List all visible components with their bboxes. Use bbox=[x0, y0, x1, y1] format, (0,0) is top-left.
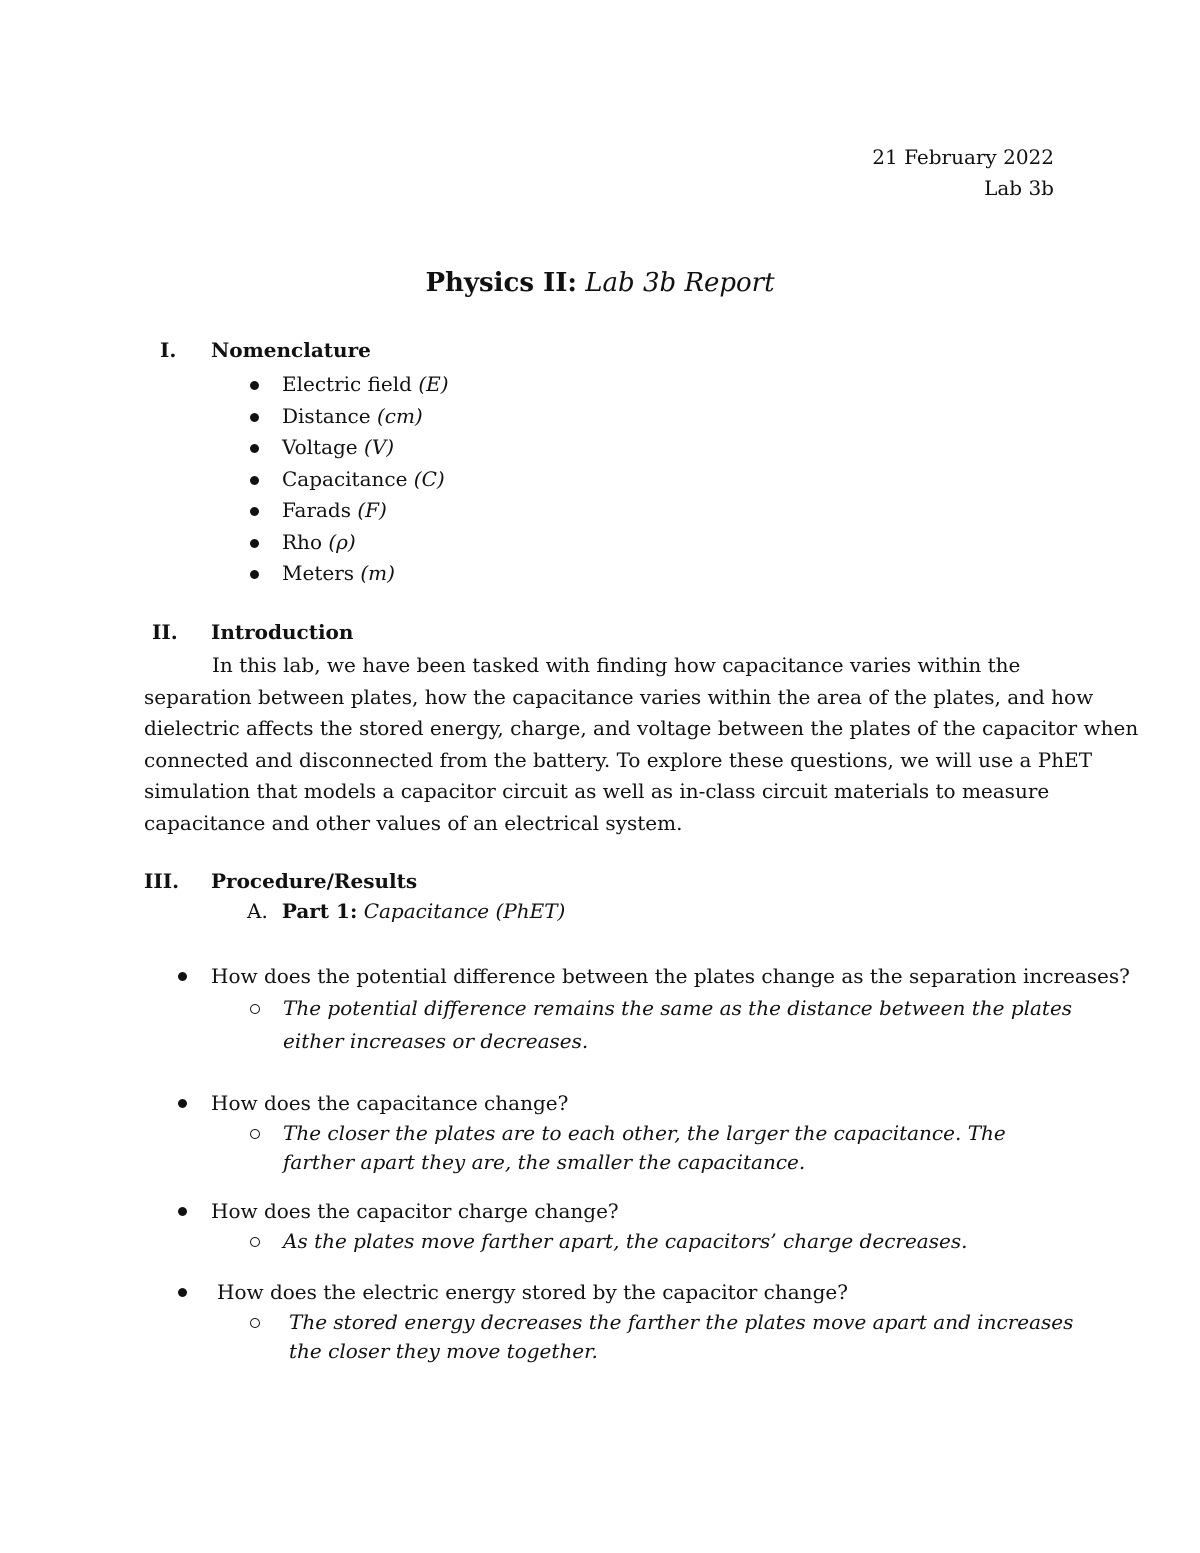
header-block bbox=[872, 142, 1054, 204]
question-block bbox=[178, 1196, 1001, 1256]
section-title: Introduction bbox=[211, 620, 354, 644]
document-title bbox=[0, 268, 1200, 298]
part-label: Part 1 bbox=[281, 899, 350, 923]
question bbox=[178, 1088, 1001, 1119]
section-numeral: I. bbox=[160, 338, 177, 362]
bullet-icon bbox=[178, 1099, 187, 1108]
question-block bbox=[178, 1088, 1006, 1177]
question bbox=[178, 1277, 1007, 1308]
question bbox=[178, 1196, 1001, 1227]
term: Distance bbox=[282, 403, 371, 428]
symbol: (cm) bbox=[376, 403, 423, 428]
paragraph-line: simulation that models a capacitor circuit as well as in-class circuit materials to measure bbox=[144, 779, 1050, 803]
header-date: 21 February 2022 bbox=[872, 145, 1054, 169]
term: Meters bbox=[282, 561, 355, 585]
bullet-icon bbox=[250, 476, 259, 485]
hollow-bullet-icon bbox=[250, 1318, 260, 1328]
bullet-icon bbox=[250, 539, 259, 548]
symbol: (E) bbox=[418, 372, 449, 396]
question-block bbox=[178, 1277, 1074, 1366]
symbol: (m) bbox=[360, 561, 395, 585]
part-colon: : bbox=[349, 899, 358, 923]
term: Capacitance bbox=[282, 466, 408, 491]
nomenclature-list bbox=[250, 369, 449, 590]
list-item bbox=[250, 464, 449, 496]
answer-text: The potential difference remains the same as the distance between the plates either increases or decreases. bbox=[283, 996, 1073, 1053]
list-item bbox=[250, 527, 449, 559]
term: Voltage bbox=[282, 435, 358, 459]
bullet-icon bbox=[178, 1207, 187, 1216]
answer bbox=[250, 1119, 1073, 1177]
section-numeral: III. bbox=[144, 869, 180, 893]
section-title: Nomenclature bbox=[211, 338, 371, 362]
paragraph-line: capacitance and other values of an electrical system. bbox=[144, 810, 683, 835]
question-text: How does the potential difference between the plates change as the separation increases? bbox=[211, 964, 1130, 988]
paragraph-line: In this lab, we have been tasked with finding how capacitance varies within the bbox=[212, 653, 1021, 677]
bullet-icon bbox=[250, 444, 259, 453]
answer-text: As the plates move farther apart, the capacitors’ charge decreases. bbox=[283, 1229, 968, 1253]
part-a-heading bbox=[247, 899, 565, 923]
bullet-icon bbox=[178, 972, 187, 981]
term: Farads bbox=[282, 498, 351, 522]
list-item bbox=[250, 558, 449, 590]
symbol: (ρ) bbox=[328, 529, 356, 554]
term: Rho bbox=[282, 529, 322, 554]
list-item bbox=[250, 432, 449, 464]
hollow-bullet-icon bbox=[250, 1129, 260, 1139]
list-item bbox=[250, 495, 449, 527]
section-numeral: II. bbox=[152, 620, 178, 644]
answer bbox=[250, 992, 1073, 1058]
answer-text: The stored energy decreases the farther the plates move apart and increases the closer they move together. bbox=[289, 1310, 1074, 1363]
symbol: (F) bbox=[357, 498, 387, 522]
bullet-icon bbox=[250, 570, 259, 579]
answer-text: The closer the plates are to each other, the larger the capacitance. The farther apart they are, the smaller the capacitance. bbox=[283, 1121, 1006, 1174]
symbol: (C) bbox=[413, 466, 445, 491]
hollow-bullet-icon bbox=[250, 1004, 260, 1014]
bullet-icon bbox=[250, 413, 259, 422]
bullet-icon bbox=[250, 507, 259, 516]
answer bbox=[250, 1227, 1073, 1256]
section-title: Procedure/Results bbox=[211, 869, 418, 893]
title-course: Physics II: bbox=[425, 268, 577, 298]
question-text: How does the electric energy stored by the capacitor change? bbox=[217, 1280, 848, 1304]
list-item bbox=[250, 369, 449, 401]
hollow-bullet-icon bbox=[250, 1237, 260, 1247]
part-letter: A. bbox=[247, 899, 268, 923]
question-block bbox=[178, 961, 1130, 1058]
list-item bbox=[250, 401, 449, 433]
title-report: Lab 3b Report bbox=[585, 268, 775, 298]
paragraph-line: separation between plates, how the capacitance varies within the area of the plates, and how bbox=[144, 684, 1094, 709]
term: Electric field bbox=[282, 372, 412, 396]
part-subtitle: Capacitance (PhET) bbox=[363, 899, 566, 923]
answer bbox=[250, 1308, 1079, 1366]
introduction-paragraph bbox=[144, 650, 1139, 839]
symbol: (V) bbox=[364, 435, 395, 459]
question-text: How does the capacitance change? bbox=[211, 1091, 569, 1115]
question bbox=[178, 961, 1130, 992]
header-lab: Lab 3b bbox=[984, 176, 1054, 200]
paragraph-line: connected and disconnected from the battery. To explore these questions, we will use a PhET bbox=[144, 747, 1093, 772]
bullet-icon bbox=[250, 381, 259, 390]
paragraph-line: dielectric affects the stored energy, charge, and voltage between the plates of the capacitor when bbox=[144, 716, 1139, 740]
question-text: How does the capacitor charge change? bbox=[211, 1199, 619, 1223]
bullet-icon bbox=[178, 1288, 187, 1297]
